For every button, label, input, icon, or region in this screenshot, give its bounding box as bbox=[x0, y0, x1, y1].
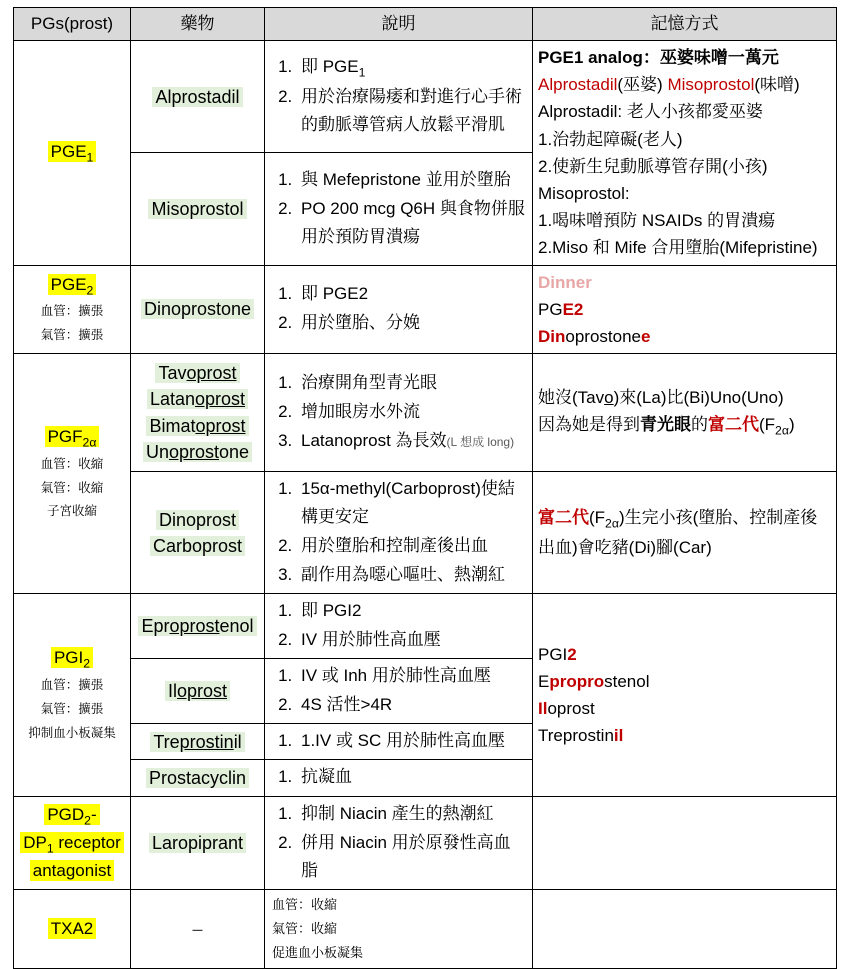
drug-name: – bbox=[192, 918, 203, 939]
mnemonic-cell-pgf2a-obstetric bbox=[533, 472, 837, 594]
mnemonic-cell-pgf2a-ophthalmic bbox=[533, 354, 837, 472]
mnemonic-cell-pgi2 bbox=[533, 594, 837, 796]
drug-cell-none bbox=[131, 889, 265, 968]
description-cell bbox=[265, 472, 533, 594]
class-note: 氣管：擴張 bbox=[40, 701, 104, 716]
drug-cell-prostanoid-analogs bbox=[131, 354, 265, 472]
description-cell bbox=[265, 41, 533, 153]
mnemonic-line: 2.使新生兒動脈導管存開(小孩) bbox=[538, 156, 768, 176]
class-label: $PGD_2-$ bbox=[44, 804, 99, 825]
mnemonic-line: 她沒(Tavo)來(La)比(Bi)Uno(Uno) bbox=[538, 387, 784, 407]
drug-cell-prostacyclin bbox=[131, 760, 265, 796]
drug-name: Iloprost bbox=[165, 681, 230, 701]
mnemonic-cell-pge1 bbox=[533, 41, 837, 266]
description-cell bbox=[265, 889, 533, 968]
list-item: 2. 4S 活性>4R bbox=[297, 691, 527, 719]
drug-cell-dinoprost-carboprost bbox=[131, 472, 265, 594]
mnemonic-line: PGE2 bbox=[538, 299, 584, 319]
column-header-class: PGs(prost) bbox=[14, 8, 131, 41]
table-row bbox=[14, 594, 837, 659]
list-item: 1. 治療開角型青光眼 bbox=[297, 369, 527, 397]
mnemonic-cell-txa2 bbox=[533, 889, 837, 968]
header-row bbox=[14, 8, 837, 41]
column-header-description: 說明 bbox=[265, 8, 533, 41]
class-cell-pgi2 bbox=[14, 594, 131, 796]
list-item: 2. 併用 Niacin 用於原發性高血脂 bbox=[297, 829, 527, 885]
description-cell bbox=[265, 760, 533, 796]
drug-name: Unoprostone bbox=[143, 442, 252, 462]
drug-cell-misoprostol bbox=[131, 153, 265, 265]
text-line: 促進血小板凝集 bbox=[272, 944, 364, 960]
list-item: 1. 即 PGI2 bbox=[297, 597, 527, 625]
list-item: 2. PO 200 mcg Q6H 與食物併服用於預防胃潰瘍 bbox=[297, 195, 527, 251]
drug-name: Laropiprant bbox=[149, 833, 246, 853]
class-note: 子宮收縮 bbox=[46, 504, 97, 519]
mnemonic-line: PGI2 bbox=[538, 644, 577, 664]
mnemonic-cell-pge2 bbox=[533, 265, 837, 354]
mnemonic-cell-pgd2 bbox=[533, 796, 837, 889]
class-note: 氣管：擴張 bbox=[40, 328, 104, 343]
mnemonic-line: 因為她是得到青光眼的富二代$(F_{2\alpha})$ bbox=[538, 415, 795, 438]
list-item: 2. 用於墮胎和控制產後出血 bbox=[297, 532, 527, 560]
list-item: 1. 抑制 Niacin 產生的熱潮紅 bbox=[297, 800, 527, 828]
list-item: 1. 抗凝血 bbox=[297, 763, 527, 791]
class-cell-txa2 bbox=[14, 889, 131, 968]
description-cell bbox=[265, 796, 533, 889]
class-label: TXA2 bbox=[48, 918, 97, 939]
class-label: antagonist bbox=[30, 860, 114, 881]
list-item: 2. 用於墮胎、分娩 bbox=[297, 309, 527, 337]
table-row bbox=[14, 354, 837, 472]
table-row bbox=[14, 889, 837, 968]
text-line: 血管：收縮 bbox=[272, 896, 338, 912]
class-label: $DP_1$ receptor bbox=[20, 832, 124, 853]
class-note: 血管：擴張 bbox=[40, 677, 104, 692]
drug-cell-alprostadil bbox=[131, 41, 265, 153]
table-row bbox=[14, 265, 837, 354]
mnemonic-line: 1.治勃起障礙(老人) bbox=[538, 129, 683, 149]
class-label: $PGE_2$ bbox=[48, 274, 97, 295]
description-cell bbox=[265, 724, 533, 760]
drug-name: Dinoprostone bbox=[141, 299, 254, 319]
drug-name: Carboprost bbox=[150, 536, 245, 556]
list-item: 1. 即 PGE2 bbox=[297, 280, 527, 308]
class-note: 抑制血小板凝集 bbox=[28, 725, 116, 740]
mnemonic-line: Eproprostenol bbox=[538, 671, 650, 691]
drug-cell-dinoprostone bbox=[131, 265, 265, 354]
list-item: 1. IV 或 Inh 用於肺性高血壓 bbox=[297, 662, 527, 690]
mnemonic-line: Alprostadil: 老人小孩都愛巫婆 bbox=[538, 102, 763, 122]
list-item: 1. 即 $PGE_1$ bbox=[297, 53, 527, 83]
drug-cell-treprostinil bbox=[131, 724, 265, 760]
drug-name: Treprostinil bbox=[150, 732, 244, 752]
class-cell-pge2 bbox=[14, 265, 131, 354]
list-item: 2. 用於治療陽痿和對進行心手術的動脈導管病人放鬆平滑肌 bbox=[297, 83, 527, 139]
mnemonic-line: Alprostadil(巫婆) Misoprostol(味噌) bbox=[538, 75, 800, 95]
list-item: 1. 15α-methyl(Carboprost)使結構更安定 bbox=[297, 475, 527, 531]
class-label: $PGE_1$ bbox=[48, 141, 97, 162]
drug-name: Prostacyclin bbox=[146, 768, 249, 788]
table-header bbox=[14, 8, 837, 41]
mnemonic-line: Iloprost bbox=[538, 698, 595, 718]
class-note: 血管：收縮 bbox=[40, 456, 104, 471]
column-header-mnemonic: 記憶方式 bbox=[533, 8, 837, 41]
mnemonic-line: Treprostinil bbox=[538, 726, 624, 746]
mnemonic-line: Dinoprostonee bbox=[538, 326, 651, 346]
drug-name: Bimatoprost bbox=[146, 416, 248, 436]
drug-name: Misoprostol bbox=[148, 199, 246, 219]
class-note: 血管：擴張 bbox=[40, 304, 104, 319]
mnemonic-line: 富二代$(F_{2\alpha})$生完小孩(墮胎、控制產後出血)會吃豬(Di)腳(Car) bbox=[538, 508, 818, 558]
mnemonic-line: PGE1 analog：巫婆味噌一萬元 bbox=[538, 48, 779, 67]
mnemonic-line: 2.Miso 和 Mife 合用墮胎(Mifepristine) bbox=[538, 238, 818, 258]
class-cell-pge1 bbox=[14, 41, 131, 266]
drug-cell-laropiprant bbox=[131, 796, 265, 889]
table-row bbox=[14, 796, 837, 889]
description-cell bbox=[265, 265, 533, 354]
list-item: 2. IV 用於肺性高血壓 bbox=[297, 626, 527, 654]
drug-name: Latanoprost bbox=[147, 389, 248, 409]
drug-cell-iloprost bbox=[131, 659, 265, 724]
description-cell bbox=[265, 594, 533, 659]
mnemonic-line: 1.喝味噌預防 NSAIDs 的胃潰瘍 bbox=[538, 211, 776, 231]
drug-name: Alprostadil bbox=[152, 87, 242, 107]
class-cell-pgf2a bbox=[14, 354, 131, 594]
drug-name: Tavoprost bbox=[155, 363, 239, 383]
list-item: 1. 與 Mefepristone 並用於墮胎 bbox=[297, 166, 527, 194]
class-label: $PGF_{2\alpha}$ bbox=[45, 426, 100, 447]
class-cell-pgd2 bbox=[14, 796, 131, 889]
list-item: 1. 1.IV 或 SC 用於肺性高血壓 bbox=[297, 727, 527, 755]
description-cell bbox=[265, 659, 533, 724]
list-item: 3. Latanoprost 為長效(L 想成 long) bbox=[297, 427, 527, 455]
class-note: 氣管：收縮 bbox=[40, 480, 104, 495]
mnemonic-line: Misoprostol: bbox=[538, 183, 630, 203]
prostaglandin-table bbox=[13, 7, 837, 969]
table-body bbox=[14, 41, 837, 969]
text-line: 氣管：收縮 bbox=[272, 920, 338, 936]
list-item: 2. 增加眼房水外流 bbox=[297, 398, 527, 426]
list-item: 3. 副作用為噁心嘔吐、熱潮紅 bbox=[297, 561, 527, 589]
drug-name: Dinoprost bbox=[156, 510, 239, 530]
drug-name: Eproprostenol bbox=[138, 616, 256, 636]
table-row bbox=[14, 472, 837, 594]
description-cell bbox=[265, 153, 533, 265]
class-label: $PGI_2$ bbox=[51, 647, 93, 668]
table-row bbox=[14, 41, 837, 153]
drug-cell-eproprostenol bbox=[131, 594, 265, 659]
description-cell bbox=[265, 354, 533, 472]
mnemonic-line: Dinner bbox=[538, 272, 592, 292]
column-header-drug: 藥物 bbox=[131, 8, 265, 41]
